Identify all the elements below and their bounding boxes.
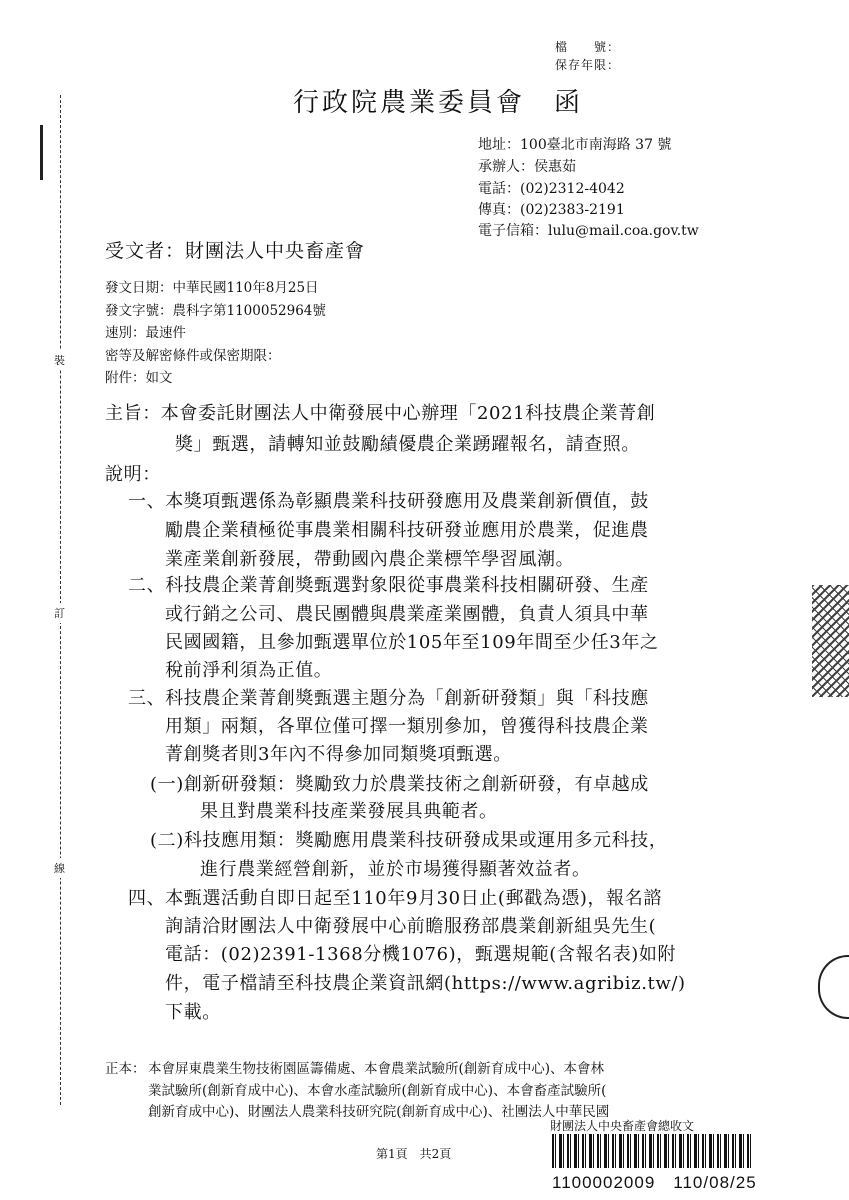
binding-mark-middle: 訂 bbox=[54, 603, 65, 623]
item2-line-1: 二、科技農企業菁創獎甄選對象限從事農業科技相關研發、生產 bbox=[128, 575, 649, 596]
item2-line-2: 或行銷之公司、農民團體與農業產業團體，負責人須具中華 bbox=[165, 604, 649, 625]
binding-mark-top: 裝 bbox=[54, 350, 65, 370]
edge-seal-mark bbox=[812, 585, 849, 697]
page-number: 第1頁 共2頁 bbox=[376, 1147, 452, 1161]
copies-line-3: 創新育成中心)、財團法人農業科技研究院(創新育成中心)、社團法人中華民國 bbox=[148, 1104, 610, 1120]
subject-line-2: 獎」甄選，請轉知並鼓勵績優農企業踴躍報名，請查照。 bbox=[175, 434, 640, 455]
sub2-line-1: (二)科技應用類：獎勵應用農業科技研發成果或運用多元科技， bbox=[150, 830, 668, 851]
binding-line bbox=[60, 95, 61, 1105]
sub1-line-2: 果且對農業科技產業發展具典範者。 bbox=[200, 801, 498, 822]
secrecy-level: 密等及解密條件或保密期限： bbox=[105, 348, 281, 364]
binding-bar bbox=[40, 125, 43, 180]
item3-line-2: 用類」兩類，各單位僅可擇一類別參加，曾獲得科技農企業 bbox=[165, 716, 649, 737]
recipient: 受文者：財團法人中央畜產會 bbox=[105, 240, 366, 262]
attachment: 附件：如文 bbox=[105, 370, 173, 386]
archive-retention: 保存年限： bbox=[555, 58, 621, 72]
item2-line-3: 民國國籍，且參加甄選單位於105年至109年間至少任3年之 bbox=[165, 632, 659, 653]
receipt-stamp-title: 財團法人中央畜產會總收文 bbox=[550, 1119, 695, 1133]
sub1-line-1: (一)創新研發類：獎勵致力於農業技術之創新研發，有卓越成 bbox=[150, 774, 649, 795]
reference-number: 發文字號：農科字第1100052964號 bbox=[105, 303, 326, 319]
item4-line-5: 下載。 bbox=[165, 1002, 221, 1023]
barcode bbox=[552, 1134, 752, 1168]
delivery-speed: 速別：最速件 bbox=[105, 325, 186, 341]
sub2-line-2: 進行農業經營創新，並於市場獲得顯著效益者。 bbox=[200, 859, 591, 880]
contact-email: 電子信箱：lulu@mail.coa.gov.tw bbox=[478, 223, 699, 239]
receipt-stamp-code: 1100002009 110/08/25 bbox=[552, 1173, 757, 1192]
issue-date: 發文日期：中華民國110年8月25日 bbox=[105, 280, 319, 296]
binding-mark-bottom: 線 bbox=[54, 858, 65, 878]
item3-line-1: 三、科技農企業菁創獎甄選主題分為「創新研發類」與「科技應 bbox=[128, 688, 649, 709]
copies-line-2: 業試驗所(創新育成中心)、本會水產試驗所(創新育成中心)、本會畜產試驗所( bbox=[148, 1083, 607, 1099]
explanation-label: 說明： bbox=[105, 464, 161, 485]
item1-line-2: 勵農企業積極從事農業相關科技研發並應用於農業，促進農 bbox=[165, 520, 649, 541]
contact-phone: 電話：(02)2312-4042 bbox=[478, 181, 625, 197]
archive-file-no: 檔 號： bbox=[555, 40, 621, 54]
copies-line-1: 本會屏東農業生物技術園區籌備處、本會農業試驗所(創新育成中心)、本會林 bbox=[148, 1061, 605, 1077]
edge-scrawl-mark bbox=[818, 955, 849, 1019]
item4-line-1: 四、本甄選活動自即日起至110年9月30日止(郵戳為憑)，報名諮 bbox=[128, 888, 662, 909]
item1-line-3: 業產業創新發展，帶動國內農企業標竿學習風潮。 bbox=[165, 549, 575, 570]
contact-handler: 承辦人：侯惠茹 bbox=[478, 159, 576, 175]
contact-fax: 傳真：(02)2383-2191 bbox=[478, 202, 625, 218]
item4-line-4: 件，電子檔請至科技農企業資訊網(https://www.agribiz.tw/) bbox=[165, 973, 686, 994]
item3-line-3: 菁創獎者則3年內不得參加同類獎項甄選。 bbox=[165, 744, 512, 765]
item1-line-1: 一、本獎項甄選係為彰顯農業科技研發應用及農業創新價值，鼓 bbox=[128, 491, 649, 512]
subject-line-1: 主旨：本會委託財團法人中衛發展中心辦理「2021科技農企業菁創 bbox=[105, 403, 656, 424]
item4-line-2: 詢請洽財團法人中衛發展中心前瞻服務部農業創新組吳先生( bbox=[165, 916, 657, 937]
copies-label: 正本： bbox=[105, 1061, 146, 1077]
item2-line-4: 稅前淨利須為正值。 bbox=[165, 660, 333, 681]
item4-line-3: 電話：(02)2391-1368分機1076)，甄選規範(含報名表)如附 bbox=[165, 944, 677, 965]
contact-address: 地址：100臺北市南海路 37 號 bbox=[478, 137, 672, 153]
page-title: 行政院農業委員會 函 bbox=[293, 88, 584, 118]
